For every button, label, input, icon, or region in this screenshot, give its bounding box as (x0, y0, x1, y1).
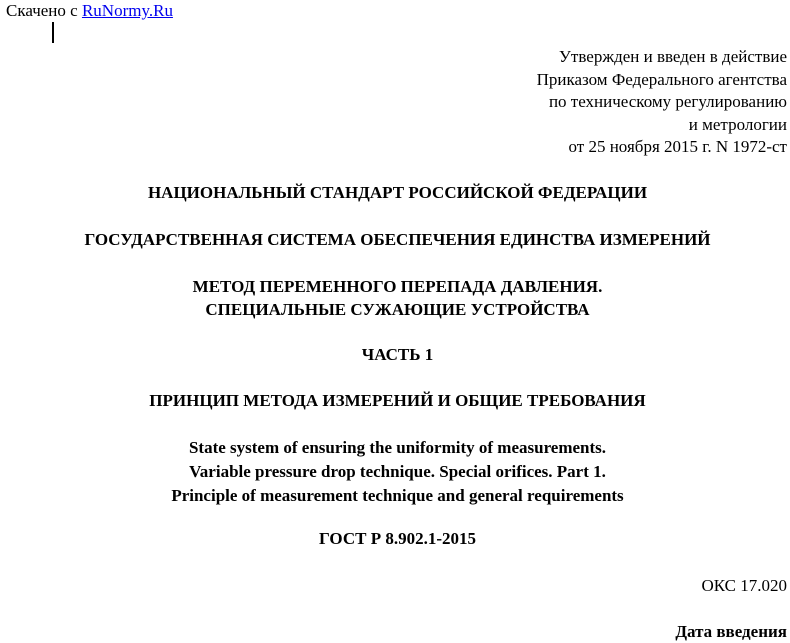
approval-block (537, 46, 787, 159)
standard-designation: ГОСТ Р 8.902.1-2015 (319, 529, 476, 548)
system-title: ГОСУДАРСТВЕННАЯ СИСТЕМА ОБЕСПЕЧЕНИЯ ЕДИНСТВА ИЗМЕРЕНИЙ (84, 230, 711, 249)
approval-line: Утвержден и введен в действие (558, 47, 787, 66)
part-title: ЧАСТЬ 1 (361, 345, 434, 364)
approval-line: по техническому регулированию (548, 92, 787, 111)
approval-line: от 25 ноября 2015 г. N 1972-ст (568, 137, 787, 156)
source-prefix: Скачено с (6, 1, 78, 20)
source-link[interactable]: RuNormy.Ru (81, 1, 173, 20)
english-title-line-3: Principle of measurement technique and general requirements (171, 486, 624, 505)
intro-date-label: Дата введения (675, 622, 787, 641)
principle-title: ПРИНЦИП МЕТОДА ИЗМЕРЕНИЙ И ОБЩИЕ ТРЕБОВАНИЯ (149, 391, 646, 410)
method-title (0, 275, 790, 321)
approval-line: и метрологии (688, 114, 787, 134)
method-title-line-1: МЕТОД ПЕРЕМЕННОГО ПЕРЕПАДА ДАВЛЕНИЯ. (192, 277, 603, 296)
english-title (0, 436, 790, 508)
source-line (6, 0, 173, 22)
method-title-line-2: СПЕЦИАЛЬНЫЕ СУЖАЮЩИЕ УСТРОЙСТВА (205, 300, 590, 319)
english-title-line-1: State system of ensuring the uniformity of measurements. (188, 438, 607, 457)
english-title-line-2: Variable pressure drop technique. Special orifices. Part 1. (189, 462, 606, 481)
approval-line: Приказом Федерального агентства (536, 69, 787, 89)
text-cursor (52, 22, 54, 43)
oks-code: ОКС 17.020 (701, 576, 787, 595)
national-standard-title: НАЦИОНАЛЬНЫЙ СТАНДАРТ РОССИЙСКОЙ ФЕДЕРАЦИИ (147, 183, 648, 202)
